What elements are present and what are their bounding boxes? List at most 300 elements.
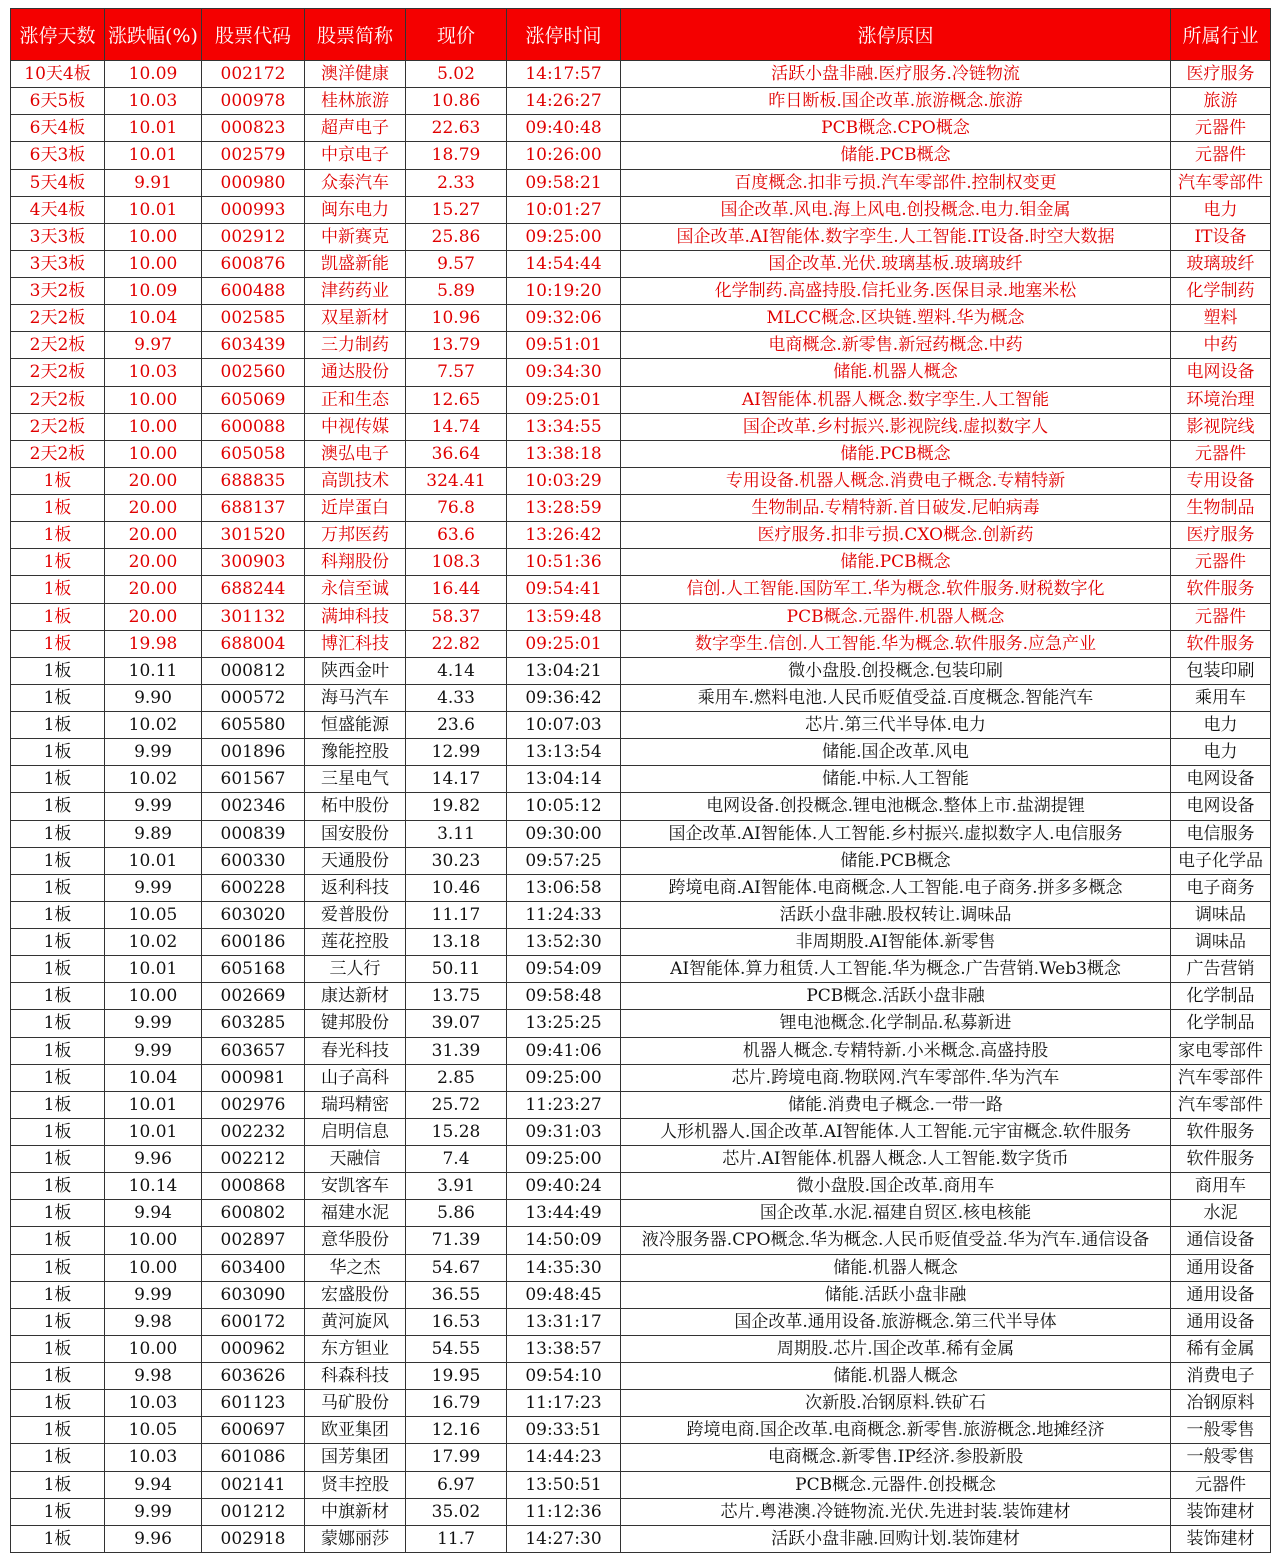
- cell-name: 三力制药: [305, 332, 406, 359]
- cell-reason: 芯片.粤港澳.冷链物流.光伏.先进封装.装饰建材: [621, 1498, 1171, 1525]
- cell-time: 09:54:41: [507, 576, 621, 603]
- cell-industry: 电力: [1171, 712, 1271, 739]
- cell-time: 09:40:24: [507, 1173, 621, 1200]
- cell-time: 09:48:45: [507, 1281, 621, 1308]
- cell-pct: 10.02: [105, 929, 202, 956]
- cell-pct: 10.00: [105, 1335, 202, 1362]
- cell-price: 31.39: [406, 1037, 507, 1064]
- cell-industry: 中药: [1171, 332, 1271, 359]
- cell-pct: 9.96: [105, 1146, 202, 1173]
- cell-name: 爱普股份: [305, 901, 406, 928]
- cell-reason: AI智能体.算力租赁.人工智能.华为概念.广告营销.Web3概念: [621, 956, 1171, 983]
- cell-name: 凯盛新能: [305, 250, 406, 277]
- cell-reason: 锂电池概念.化学制品.私募新进: [621, 1010, 1171, 1037]
- cell-pct: 10.01: [105, 142, 202, 169]
- cell-pct: 9.90: [105, 684, 202, 711]
- cell-reason: 昨日断板.国企改革.旅游概念.旅游: [621, 88, 1171, 115]
- cell-days: 6天3板: [11, 142, 105, 169]
- cell-name: 中旗新材: [305, 1498, 406, 1525]
- cell-price: 5.02: [406, 61, 507, 88]
- cell-name: 澳弘电子: [305, 440, 406, 467]
- cell-industry: 医疗服务: [1171, 522, 1271, 549]
- cell-days: 1板: [11, 1254, 105, 1281]
- cell-reason: 微小盘股.国企改革.商用车: [621, 1173, 1171, 1200]
- table-row: [11, 712, 1271, 739]
- cell-time: 14:44:23: [507, 1444, 621, 1471]
- cell-reason: 医疗服务.扣非亏损.CXO概念.创新药: [621, 522, 1171, 549]
- cell-pct: 10.11: [105, 657, 202, 684]
- cell-time: 14:35:30: [507, 1254, 621, 1281]
- cell-industry: 软件服务: [1171, 630, 1271, 657]
- cell-reason: 储能.消费电子概念.一带一路: [621, 1091, 1171, 1118]
- cell-days: 1板: [11, 1091, 105, 1118]
- cell-pct: 10.00: [105, 983, 202, 1010]
- cell-reason: 非周期股.AI智能体.新零售: [621, 929, 1171, 956]
- cell-price: 11.7: [406, 1525, 507, 1552]
- cell-days: 1板: [11, 1118, 105, 1145]
- cell-time: 13:04:21: [507, 657, 621, 684]
- cell-price: 2.33: [406, 169, 507, 196]
- cell-days: 1板: [11, 1335, 105, 1362]
- table-row: [11, 61, 1271, 88]
- cell-time: 09:32:06: [507, 305, 621, 332]
- cell-time: 11:12:36: [507, 1498, 621, 1525]
- cell-code: 688244: [202, 576, 305, 603]
- cell-pct: 10.01: [105, 1091, 202, 1118]
- cell-code: 002346: [202, 793, 305, 820]
- cell-industry: 软件服务: [1171, 1146, 1271, 1173]
- cell-industry: 元器件: [1171, 603, 1271, 630]
- cell-reason: 国企改革.AI智能体.人工智能.乡村振兴.虚拟数字人.电信服务: [621, 820, 1171, 847]
- table-row: [11, 495, 1271, 522]
- cell-name: 澳洋健康: [305, 61, 406, 88]
- cell-pct: 10.03: [105, 359, 202, 386]
- header-row: [11, 9, 1271, 61]
- cell-code: 600088: [202, 413, 305, 440]
- cell-pct: 9.96: [105, 1525, 202, 1552]
- cell-pct: 9.99: [105, 1037, 202, 1064]
- cell-reason: 乘用车.燃料电池.人民币贬值受益.百度概念.智能汽车: [621, 684, 1171, 711]
- cell-reason: 芯片.跨境电商.物联网.汽车零部件.华为汽车: [621, 1064, 1171, 1091]
- cell-industry: 医疗服务: [1171, 61, 1271, 88]
- table-row: [11, 1363, 1271, 1390]
- cell-time: 13:28:59: [507, 495, 621, 522]
- cell-time: 09:51:01: [507, 332, 621, 359]
- cell-time: 13:50:51: [507, 1471, 621, 1498]
- cell-industry: 元器件: [1171, 549, 1271, 576]
- cell-days: 10天4板: [11, 61, 105, 88]
- table-row: [11, 115, 1271, 142]
- table-row: [11, 766, 1271, 793]
- cell-pct: 10.05: [105, 1417, 202, 1444]
- cell-industry: 通用设备: [1171, 1308, 1271, 1335]
- table-row: [11, 1335, 1271, 1362]
- cell-reason: 储能.机器人概念: [621, 1254, 1171, 1281]
- cell-price: 22.63: [406, 115, 507, 142]
- cell-code: 603439: [202, 332, 305, 359]
- cell-industry: 生物制品: [1171, 495, 1271, 522]
- cell-pct: 9.99: [105, 874, 202, 901]
- cell-days: 1板: [11, 739, 105, 766]
- cell-time: 11:24:33: [507, 901, 621, 928]
- cell-time: 09:40:48: [507, 115, 621, 142]
- cell-pct: 10.01: [105, 196, 202, 223]
- cell-name: 国安股份: [305, 820, 406, 847]
- table-row: [11, 1525, 1271, 1552]
- cell-time: 09:25:00: [507, 1064, 621, 1091]
- cell-code: 601567: [202, 766, 305, 793]
- cell-days: 6天5板: [11, 88, 105, 115]
- cell-name: 春光科技: [305, 1037, 406, 1064]
- cell-industry: 元器件: [1171, 440, 1271, 467]
- cell-name: 国芳集团: [305, 1444, 406, 1471]
- cell-reason: PCB概念.CPO概念: [621, 115, 1171, 142]
- cell-price: 23.6: [406, 712, 507, 739]
- table-row: [11, 549, 1271, 576]
- cell-price: 16.44: [406, 576, 507, 603]
- cell-industry: 元器件: [1171, 142, 1271, 169]
- cell-name: 中新赛克: [305, 223, 406, 250]
- cell-reason: 储能.机器人概念: [621, 359, 1171, 386]
- cell-code: 002232: [202, 1118, 305, 1145]
- cell-reason: 周期股.芯片.国企改革.稀有金属: [621, 1335, 1171, 1362]
- cell-time: 09:41:06: [507, 1037, 621, 1064]
- table-body: [11, 61, 1271, 1553]
- table-row: [11, 1200, 1271, 1227]
- header-pct: 涨跌幅(%): [105, 9, 202, 61]
- cell-price: 5.86: [406, 1200, 507, 1227]
- cell-time: 10:26:00: [507, 142, 621, 169]
- cell-price: 15.27: [406, 196, 507, 223]
- cell-industry: 消费电子: [1171, 1363, 1271, 1390]
- table-row: [11, 440, 1271, 467]
- cell-days: 6天4板: [11, 115, 105, 142]
- cell-days: 1板: [11, 1173, 105, 1200]
- cell-reason: 专用设备.机器人概念.消费电子概念.专精特新: [621, 467, 1171, 494]
- cell-time: 13:38:18: [507, 440, 621, 467]
- cell-pct: 9.94: [105, 1471, 202, 1498]
- cell-industry: 装饰建材: [1171, 1498, 1271, 1525]
- table-row: [11, 223, 1271, 250]
- cell-name: 博汇科技: [305, 630, 406, 657]
- cell-code: 603657: [202, 1037, 305, 1064]
- cell-price: 13.75: [406, 983, 507, 1010]
- cell-pct: 10.02: [105, 766, 202, 793]
- cell-days: 1板: [11, 1308, 105, 1335]
- cell-pct: 9.99: [105, 793, 202, 820]
- table-row: [11, 359, 1271, 386]
- cell-code: 002560: [202, 359, 305, 386]
- cell-pct: 10.03: [105, 1390, 202, 1417]
- cell-industry: 包装印刷: [1171, 657, 1271, 684]
- cell-days: 1板: [11, 1037, 105, 1064]
- cell-name: 瑞玛精密: [305, 1091, 406, 1118]
- cell-price: 4.33: [406, 684, 507, 711]
- cell-price: 36.64: [406, 440, 507, 467]
- cell-code: 688004: [202, 630, 305, 657]
- cell-price: 10.96: [406, 305, 507, 332]
- cell-reason: 储能.机器人概念: [621, 1363, 1171, 1390]
- cell-days: 2天2板: [11, 386, 105, 413]
- cell-reason: 芯片.AI智能体.机器人概念.人工智能.数字货币: [621, 1146, 1171, 1173]
- cell-code: 000812: [202, 657, 305, 684]
- cell-reason: 信创.人工智能.国防军工.华为概念.软件服务.财税数字化: [621, 576, 1171, 603]
- cell-time: 13:34:55: [507, 413, 621, 440]
- cell-reason: 储能.PCB概念: [621, 847, 1171, 874]
- cell-industry: 调味品: [1171, 901, 1271, 928]
- cell-pct: 20.00: [105, 522, 202, 549]
- cell-reason: 储能.PCB概念: [621, 440, 1171, 467]
- cell-pct: 10.01: [105, 115, 202, 142]
- table-row: [11, 630, 1271, 657]
- cell-code: 000981: [202, 1064, 305, 1091]
- cell-time: 10:05:12: [507, 793, 621, 820]
- cell-price: 12.99: [406, 739, 507, 766]
- cell-price: 108.3: [406, 549, 507, 576]
- cell-code: 603626: [202, 1363, 305, 1390]
- table-row: [11, 250, 1271, 277]
- cell-time: 09:34:30: [507, 359, 621, 386]
- cell-days: 1板: [11, 901, 105, 928]
- cell-code: 600876: [202, 250, 305, 277]
- cell-reason: 国企改革.光伏.玻璃基板.玻璃玻纤: [621, 250, 1171, 277]
- cell-industry: 软件服务: [1171, 576, 1271, 603]
- cell-name: 返利科技: [305, 874, 406, 901]
- cell-pct: 10.00: [105, 1227, 202, 1254]
- cell-name: 三人行: [305, 956, 406, 983]
- cell-time: 14:50:09: [507, 1227, 621, 1254]
- cell-price: 9.57: [406, 250, 507, 277]
- cell-price: 14.74: [406, 413, 507, 440]
- cell-time: 13:25:25: [507, 1010, 621, 1037]
- cell-time: 13:52:30: [507, 929, 621, 956]
- table-row: [11, 1146, 1271, 1173]
- cell-time: 09:54:09: [507, 956, 621, 983]
- cell-days: 1板: [11, 793, 105, 820]
- cell-days: 3天2板: [11, 278, 105, 305]
- cell-time: 10:19:20: [507, 278, 621, 305]
- cell-days: 1板: [11, 983, 105, 1010]
- cell-name: 键邦股份: [305, 1010, 406, 1037]
- table-row: [11, 739, 1271, 766]
- cell-name: 天通股份: [305, 847, 406, 874]
- cell-industry: 电网设备: [1171, 766, 1271, 793]
- cell-name: 三星电气: [305, 766, 406, 793]
- cell-price: 12.16: [406, 1417, 507, 1444]
- cell-time: 09:58:48: [507, 983, 621, 1010]
- cell-pct: 9.97: [105, 332, 202, 359]
- cell-pct: 9.94: [105, 1200, 202, 1227]
- cell-reason: PCB概念.元器件.创投概念: [621, 1471, 1171, 1498]
- cell-days: 2天2板: [11, 440, 105, 467]
- cell-days: 3天3板: [11, 223, 105, 250]
- cell-time: 14:26:27: [507, 88, 621, 115]
- table-row: [11, 1037, 1271, 1064]
- cell-code: 600802: [202, 1200, 305, 1227]
- cell-time: 10:07:03: [507, 712, 621, 739]
- cell-price: 2.85: [406, 1064, 507, 1091]
- cell-price: 5.89: [406, 278, 507, 305]
- cell-time: 10:51:36: [507, 549, 621, 576]
- cell-reason: 微小盘股.创投概念.包装印刷: [621, 657, 1171, 684]
- cell-price: 12.65: [406, 386, 507, 413]
- cell-pct: 9.98: [105, 1363, 202, 1390]
- cell-industry: 塑料: [1171, 305, 1271, 332]
- cell-time: 09:25:00: [507, 223, 621, 250]
- header-price: 现价: [406, 9, 507, 61]
- cell-name: 莲花控股: [305, 929, 406, 956]
- cell-name: 安凯客车: [305, 1173, 406, 1200]
- cell-pct: 9.99: [105, 739, 202, 766]
- cell-reason: 跨境电商.AI智能体.电商概念.人工智能.电子商务.拼多多概念: [621, 874, 1171, 901]
- cell-code: 300903: [202, 549, 305, 576]
- cell-name: 万邦医药: [305, 522, 406, 549]
- cell-price: 324.41: [406, 467, 507, 494]
- cell-days: 2天2板: [11, 305, 105, 332]
- cell-reason: 跨境电商.国企改革.电商概念.新零售.旅游概念.地摊经济: [621, 1417, 1171, 1444]
- cell-days: 1板: [11, 1444, 105, 1471]
- cell-days: 1板: [11, 684, 105, 711]
- cell-code: 603285: [202, 1010, 305, 1037]
- cell-industry: 通用设备: [1171, 1254, 1271, 1281]
- cell-reason: PCB概念.活跃小盘非融: [621, 983, 1171, 1010]
- cell-pct: 9.91: [105, 169, 202, 196]
- cell-price: 71.39: [406, 1227, 507, 1254]
- cell-days: 1板: [11, 549, 105, 576]
- cell-days: 1板: [11, 929, 105, 956]
- cell-days: 2天2板: [11, 413, 105, 440]
- table-row: [11, 1227, 1271, 1254]
- cell-days: 1板: [11, 1525, 105, 1552]
- cell-days: 1板: [11, 522, 105, 549]
- cell-industry: 调味品: [1171, 929, 1271, 956]
- cell-price: 13.18: [406, 929, 507, 956]
- cell-name: 超声电子: [305, 115, 406, 142]
- cell-price: 25.72: [406, 1091, 507, 1118]
- cell-pct: 20.00: [105, 576, 202, 603]
- table-row: [11, 413, 1271, 440]
- cell-industry: 商用车: [1171, 1173, 1271, 1200]
- cell-industry: 家电零部件: [1171, 1037, 1271, 1064]
- cell-code: 600697: [202, 1417, 305, 1444]
- cell-name: 满坤科技: [305, 603, 406, 630]
- cell-reason: 次新股.冶钢原料.铁矿石: [621, 1390, 1171, 1417]
- cell-name: 山子高科: [305, 1064, 406, 1091]
- cell-price: 15.28: [406, 1118, 507, 1145]
- cell-industry: 水泥: [1171, 1200, 1271, 1227]
- cell-days: 1板: [11, 1498, 105, 1525]
- cell-days: 1板: [11, 847, 105, 874]
- cell-reason: 活跃小盘非融.回购计划.装饰建材: [621, 1525, 1171, 1552]
- table-row: [11, 1498, 1271, 1525]
- cell-time: 09:30:00: [507, 820, 621, 847]
- cell-code: 000839: [202, 820, 305, 847]
- cell-name: 蒙娜丽莎: [305, 1525, 406, 1552]
- table-row: [11, 847, 1271, 874]
- cell-pct: 9.99: [105, 1498, 202, 1525]
- cell-reason: 国企改革.乡村振兴.影视院线.虚拟数字人: [621, 413, 1171, 440]
- cell-name: 科森科技: [305, 1363, 406, 1390]
- cell-time: 10:03:29: [507, 467, 621, 494]
- cell-industry: 化学制品: [1171, 983, 1271, 1010]
- cell-name: 华之杰: [305, 1254, 406, 1281]
- cell-industry: 汽车零部件: [1171, 1064, 1271, 1091]
- cell-days: 1板: [11, 467, 105, 494]
- cell-code: 002212: [202, 1146, 305, 1173]
- cell-pct: 19.98: [105, 630, 202, 657]
- cell-time: 09:25:01: [507, 386, 621, 413]
- cell-code: 600186: [202, 929, 305, 956]
- cell-days: 1板: [11, 1281, 105, 1308]
- cell-price: 30.23: [406, 847, 507, 874]
- cell-industry: 元器件: [1171, 115, 1271, 142]
- cell-time: 13:04:14: [507, 766, 621, 793]
- cell-days: 2天2板: [11, 332, 105, 359]
- table-row: [11, 983, 1271, 1010]
- cell-time: 09:25:00: [507, 1146, 621, 1173]
- cell-industry: 一般零售: [1171, 1417, 1271, 1444]
- table-row: [11, 929, 1271, 956]
- cell-time: 13:26:42: [507, 522, 621, 549]
- cell-days: 1板: [11, 1390, 105, 1417]
- cell-pct: 10.04: [105, 1064, 202, 1091]
- cell-pct: 10.00: [105, 440, 202, 467]
- cell-pct: 10.03: [105, 1444, 202, 1471]
- cell-price: 14.17: [406, 766, 507, 793]
- cell-days: 1板: [11, 1064, 105, 1091]
- cell-time: 09:25:01: [507, 630, 621, 657]
- cell-price: 19.82: [406, 793, 507, 820]
- header-reason: 涨停原因: [621, 9, 1171, 61]
- cell-days: 1板: [11, 1417, 105, 1444]
- cell-price: 22.82: [406, 630, 507, 657]
- cell-reason: 国企改革.通用设备.旅游概念.第三代半导体: [621, 1308, 1171, 1335]
- cell-name: 众泰汽车: [305, 169, 406, 196]
- cell-reason: 芯片.第三代半导体.电力: [621, 712, 1171, 739]
- cell-industry: 化学制药: [1171, 278, 1271, 305]
- cell-industry: 广告营销: [1171, 956, 1271, 983]
- cell-reason: 活跃小盘非融.股权转让.调味品: [621, 901, 1171, 928]
- table-row: [11, 1254, 1271, 1281]
- cell-price: 16.53: [406, 1308, 507, 1335]
- cell-time: 13:38:57: [507, 1335, 621, 1362]
- table-row: [11, 576, 1271, 603]
- cell-reason: 电商概念.新零售.IP经济.参股新股: [621, 1444, 1171, 1471]
- cell-code: 600488: [202, 278, 305, 305]
- cell-name: 天融信: [305, 1146, 406, 1173]
- cell-name: 中视传媒: [305, 413, 406, 440]
- cell-reason: AI智能体.机器人概念.数字孪生.人工智能: [621, 386, 1171, 413]
- cell-name: 津药药业: [305, 278, 406, 305]
- cell-time: 13:31:17: [507, 1308, 621, 1335]
- cell-days: 3天3板: [11, 250, 105, 277]
- cell-time: 13:06:58: [507, 874, 621, 901]
- cell-days: 1板: [11, 712, 105, 739]
- cell-reason: 活跃小盘非融.医疗服务.冷链物流: [621, 61, 1171, 88]
- cell-code: 002579: [202, 142, 305, 169]
- cell-days: 1板: [11, 1471, 105, 1498]
- cell-name: 豫能控股: [305, 739, 406, 766]
- table-row: [11, 278, 1271, 305]
- cell-pct: 10.01: [105, 956, 202, 983]
- cell-reason: 电商概念.新零售.新冠药概念.中药: [621, 332, 1171, 359]
- table-row: [11, 1308, 1271, 1335]
- cell-days: 1板: [11, 630, 105, 657]
- table-row: [11, 305, 1271, 332]
- cell-pct: 9.99: [105, 1281, 202, 1308]
- cell-reason: 国企改革.水泥.福建自贸区.核电核能: [621, 1200, 1171, 1227]
- cell-code: 600228: [202, 874, 305, 901]
